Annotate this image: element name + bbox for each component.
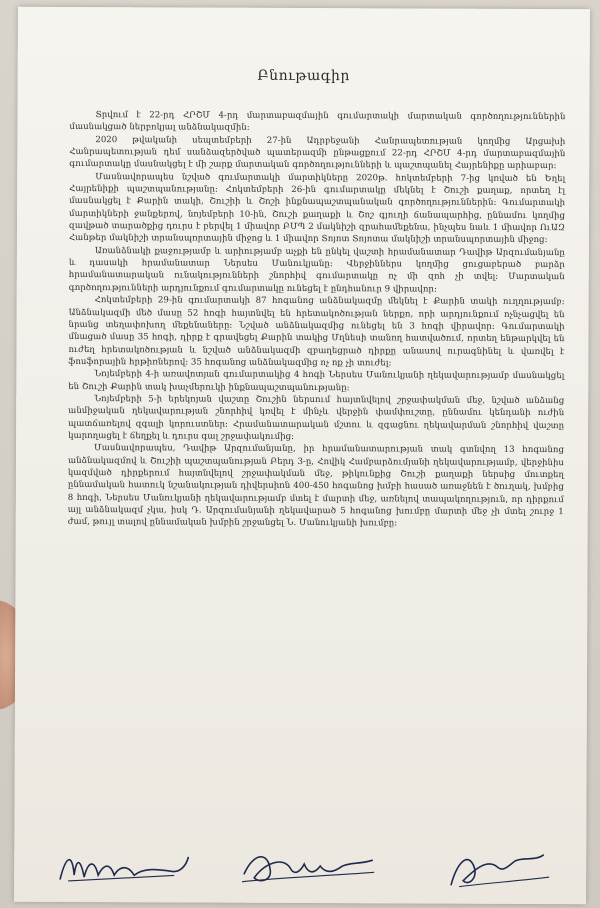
paragraph-3: Մասնավորապես նշված գումարտակի մարտիկները 2020թ. հոկտեմբերի 7-ից կռված են Եղել Հայրենիքի պաշտպանությանը։ Հոկտեմբերի 26-ին գումարտակը մեկնել է Շուշի քաղաք, որտեղ էլ մասնակցել է Քարին տակի, Շուշիի և Շոշի ինքնապաշտպանական գործողություններին։ Գումարտակի մարտիկների ջանքերով, նոյեմբերի 10-ին, Շուշի քաղաքի և Շոշ գյուղի ճանապարհից, ըննամու կողմից զավթած տարածքից դուրս է բերվել 1 միավոր ԲՄՊ 2 մակնիշի զրահամեքենա, ինչպես նաև 1 միավոր ՈւԱԶ Հանթեր մակնիշի տրանսպորտային միջոց և 1 միավոր Տոյոտ Տոյոտա մակնիշի տրանսպորտային միջոց։ <box>68 171 566 246</box>
document-title: Բնութագիր <box>257 67 350 85</box>
document-body <box>68 109 566 531</box>
signature-1-scribble <box>54 845 194 892</box>
signatures-row <box>54 845 566 897</box>
paper-sheet <box>14 7 590 904</box>
signature-3 <box>439 847 559 894</box>
paragraph-4: Առանձնակի քաջությամբ և արիությամբ աչքի են ընկել վաշտի հրամանատար Դավիթ Արզումանյանը և դասակի հրամանատար Ներսես Մանուկյանը։ Վերջիններս կողմից ցուցաբերած բարձր հրամանատարական ունակությունների շնորհիվ գումարտակը ոչ մի զոհ չի տվել։ Մարտական գործողությունների արդյունքում գումարտակը ունեցել է ընդհանուր 9 վիրավոր։ <box>68 245 565 295</box>
paragraph-6: Նոյեմբերի 4-ի առավոտյան գումարտակից 4 հոգի Ներսես Մանուկյանի ղեկավարությամբ մասնակցել են Շուշի Քարին տակ խաչմերուկի ինքնապաշտպանությանը։ <box>68 369 565 393</box>
paragraph-8: Մասնավորապես, Դավիթ Արզումանյանը, իր հրամանատարության տակ գտնվող 13 հոգանոց անձնակազմով և Շուշիի պաշտպանության Բերդ 3-ը, Հովիկ Համբարձումյանի ղեկավարությամբ, վերջինիս կազմված դիրքերում հայտնվելով շրջափակման մեջ, թիկունքից Շուշի քաղաքի ներսից մուտքեղ ըննամական հատուկ նշանակության դիվերսիոն 400-450 հոգանոց խմբի հասած առաջնեն է ծուղակ, խմբից 8 հոգի, Ներսես Մանուկյանի ղեկավարությամբ մտել է մարտի մեջ, առնելով տապակողություն, որ դիրքում այլ անձնակազմ չկա, իսկ Դ. Արզումանյանի ղեկավարած 5 հոգանոց խումբը մարտի մեջ չի մտել շուրջ 1 ժամ, թույլ տալով ըննամական խմբին շրջանցել Ն. Մանուկյանի խումբը։ <box>67 443 565 529</box>
signature-2 <box>234 846 384 893</box>
signature-2-scribble <box>234 846 384 893</box>
paragraph-2: 2020 թվականի սեպտեմբերի 27-ին Ադրբեջանի Հանրապետության կողմից Արցախի Հանրապետության դեմ սանձազերծված պատերազմի ընթացքում 22-րդ ՀՐՇՄ 4-րդ մարտաբազմային գումարտակը մասնակցել է մի շարք մարտական գործողությունների և պաշտպանել Հայրենիքը արիաբար։ <box>69 134 566 172</box>
signature-1 <box>54 845 194 892</box>
paragraph-1: Տրվում է 22-րդ ՀՐՇՄ 4-րդ մարտաբազմային գումարտակի մարտական գործողություններին մասնակցած ներբոկյալ անձնակազմին։ <box>69 110 566 134</box>
paragraph-7: Նոյեմբերի 5-ի երեկոյան վաշտը Շուշին ներսում հայտնվելով շրջափակման մեջ, նշված անձանց անմիջական ղեկավարության շնորհիվ կռվել է մինչև վերջին փամփուշտը, ըննամու կենդանի ուժին պատճառելով զգալի կորուստներ։ Հրամանատարական մշտու և զգացնու ղեկավարման շնորհիվ վաշտը կարողացել է ճեղքել և դուրս գալ շրջափակումից։ <box>68 393 565 442</box>
paragraph-5: Հոկտեմբերի 29-ին գումարտակի 87 հոգանոց անձնակազմը մեկնել է Քարին տակի ուղղությամբ։ Անձնակազմի մեծ մասը 52 հոգի հայտնվել են հրետակոծության ներքո, որի արդյունքում ոչնչացվել են նրանց տեղափոխող մեքենաները։ Նշված անձնակազմից ունեցել են 3 հոգի վիրավոր։ Գումարտակի մնացած մասը 35 հոգի, դիրք է գրավեցել Քարին տակից Մղնեսի տանող հատվածում, որտեղ ենթարկվել են ուժեղ հրետակոծության և նշված անձնակազմի զբաղեցրած դիրքը անասով ուրագնինել և վառվել է ֆոսֆորային հրթիռներով։ 35 հոգանոց անձնակազմից ոչ ոք չի տուժել։ <box>68 295 565 369</box>
signature-3-scribble <box>439 847 559 894</box>
